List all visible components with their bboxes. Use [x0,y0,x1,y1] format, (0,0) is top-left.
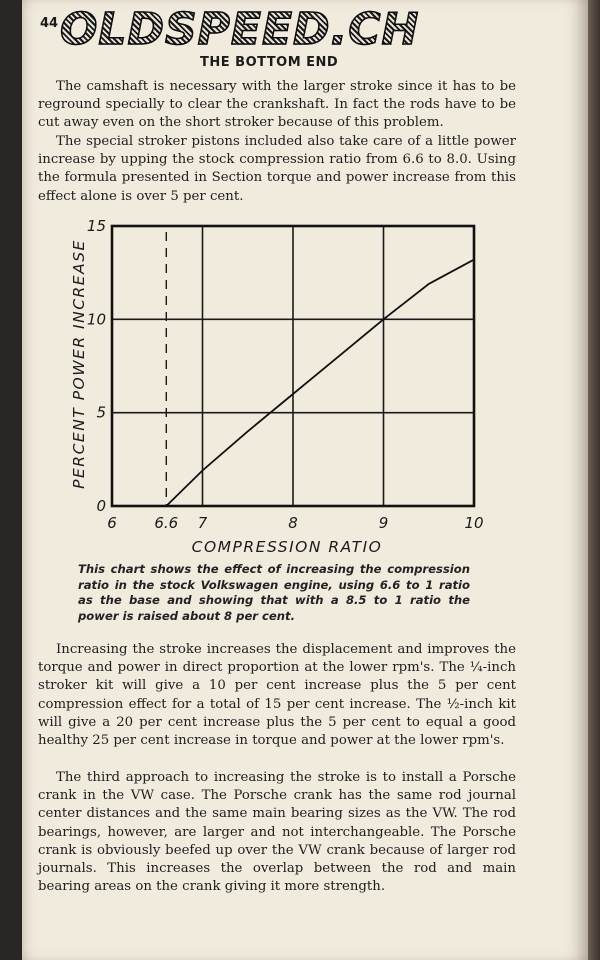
x-tick-label: 6 [107,514,117,532]
page-number: 44 [40,16,59,31]
x-tick-label: 9 [378,514,389,532]
paragraph-1-text: The camshaft is necessary with the larger stroke since it has to be reground specially to clear the crankshaft. In fact the rods have to be cut away even on the short stroker because of this problem. [38,79,516,131]
section-title: THE BOTTOM END [200,55,339,70]
series-line [166,260,474,506]
paragraph-4 [38,769,516,896]
chart-caption: This chart shows the effect of increasing the compression ratio in the stock Volkswagen engine, using 6.6 to 1 ratio as the base and showing that with a 8.5 to 1 ratio the power is raised about 8 per cent. [78,562,470,623]
x-axis-title: COMPRESSION RATIO [191,538,383,556]
x-tick-label: 8 [288,514,298,532]
paragraph-3 [38,641,516,750]
paragraph-2-text: The special stroker pistons included also take care of a little power increase by upping the stock compression ratio from 6.6 to 8.0. Using the formula presented in Section torque and power increase from this effect alone is over 5 per cent. [38,134,516,204]
site-banner-logo: OLDSPEED.CH [60,4,420,55]
x-tick-label: 7 [197,514,208,532]
y-tick-label: 5 [96,403,106,422]
y-axis-title: PERCENT POWER INCREASE [70,239,88,489]
paragraph-3-text: Increasing the stroke increases the displacement and improves the torque and power in direct proportion at the lower rpm's. The ¼-inch stroker kit will give a 10 per cent increase plus the 5 per cent compression effect for a total of 15 per cent increase. The ½-inch kit will give a 20 per cent increase plus the 5 per cent to equal a good healthy 25 per cent increase in torque and power at the lower rpm's. [38,642,516,749]
paragraph-4-text: The third approach to increasing the stroke is to install a Porsche crank in the VW case. The Porsche crank has the same rod journal center distances and the same main bearing sizes as the VW. The rod bearings, however, are larger and not interchangeable. The Porsche crank is obviously beefed up over the VW crank because of larger rod journals. This increases the overlap between the rod and main bearing areas on the crank giving it more strength. [38,770,516,895]
y-tick-label: 15 [86,217,106,235]
y-tick-label: 10 [86,310,106,329]
x-tick-label: 10 [464,514,484,532]
x-tick-label: 6.6 [154,514,179,532]
y-tick-label: 0 [96,497,106,515]
